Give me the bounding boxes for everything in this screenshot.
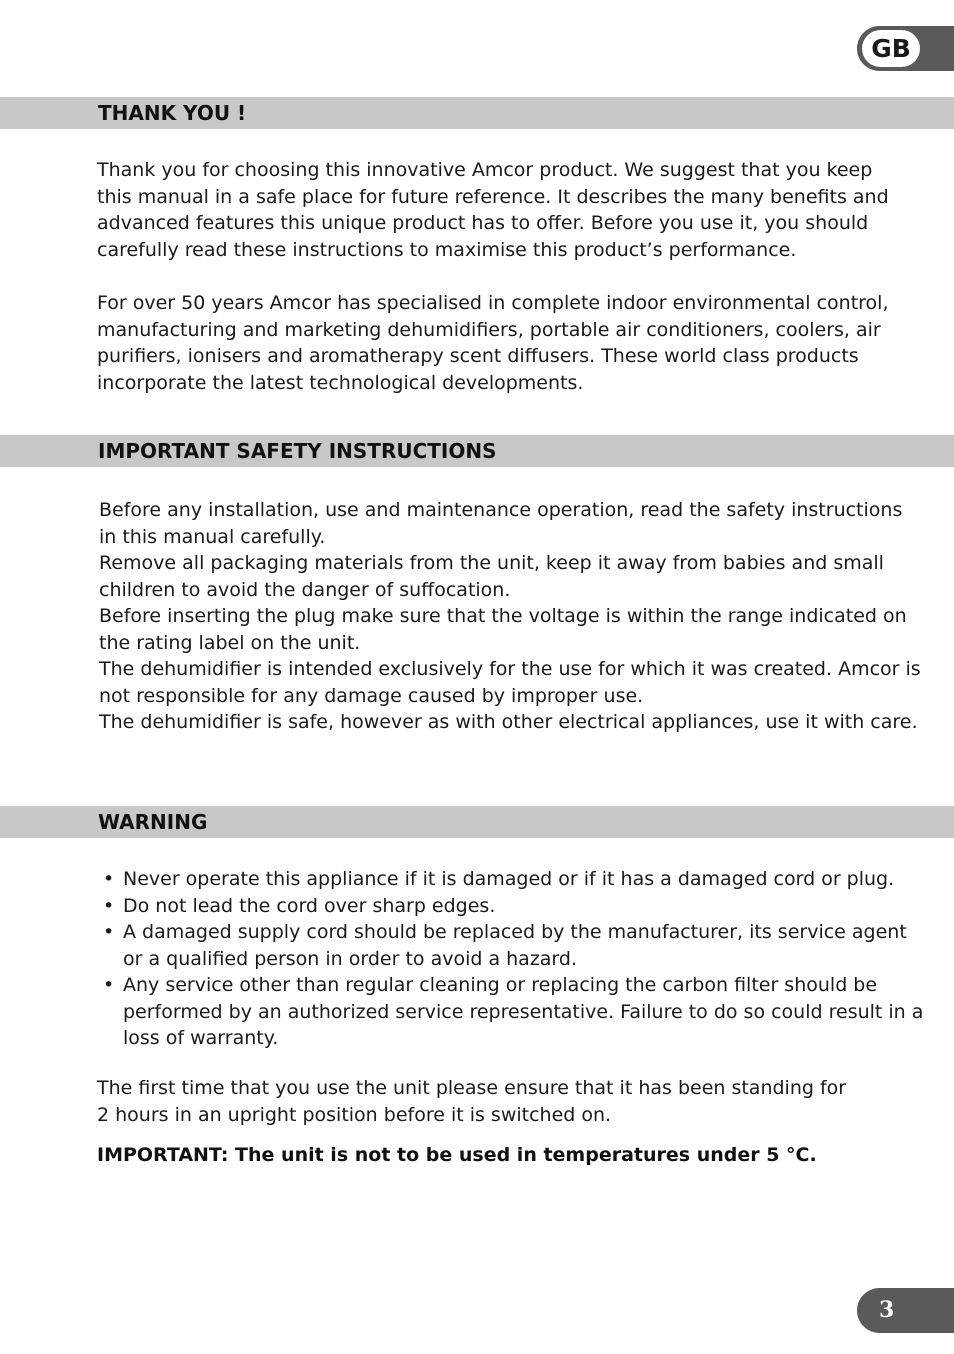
- text-line: A damaged supply cord should be replaced by the manufacturer, its service agent: [123, 921, 907, 943]
- text-line: manufacturing and marketing dehumidifiers, portable air conditioners, coolers, air: [97, 318, 881, 341]
- section-header-thank-you: [0, 97, 954, 129]
- section-title-warning: WARNING: [98, 810, 208, 834]
- bullet-icon: •: [103, 868, 115, 890]
- text-line: Before inserting the plug make sure that the voltage is within the range indicated on: [99, 605, 907, 627]
- text-line: For over 50 years Amcor has specialised in complete indoor environmental control,: [97, 292, 889, 314]
- text-line: loss of warranty.: [123, 1027, 279, 1049]
- text-line: carefully read these instructions to maximise this product’s performance.: [97, 238, 797, 261]
- safety-instructions: [99, 497, 921, 736]
- list-item: [97, 893, 923, 920]
- section-header-safety: [0, 435, 954, 467]
- text-line: The first time that you use the unit please ensure that it has been standing for: [97, 1077, 847, 1099]
- text-line: advanced features this unique product has to offer. Before you use it, you should: [97, 212, 869, 234]
- thank-you-paragraph-1: [97, 157, 889, 263]
- language-tab: [857, 26, 954, 71]
- list-item: [97, 972, 923, 1052]
- standing-note: [97, 1075, 846, 1128]
- text-line: The dehumidifier is safe, however as with other electrical appliances, use it with care.: [99, 711, 918, 733]
- text-line: Before any installation, use and maintenance operation, read the safety instructions: [99, 499, 903, 521]
- text-line: Any service other than regular cleaning or replacing the carbon filter should be: [123, 974, 878, 996]
- bullet-icon: •: [103, 894, 115, 917]
- list-item: [97, 866, 923, 893]
- page-number-tab: [857, 1288, 954, 1333]
- bullet-icon: •: [103, 921, 115, 943]
- section-title-safety: IMPORTANT SAFETY INSTRUCTIONS: [98, 439, 497, 463]
- text-line: children to avoid the danger of suffocation.: [99, 578, 511, 601]
- text-line: in this manual carefully.: [99, 525, 326, 548]
- bullet-icon: •: [103, 974, 115, 996]
- list-item: [97, 919, 923, 972]
- text-line: purifiers, ionisers and aromatherapy scent diffusers. These world class products: [97, 345, 859, 367]
- warning-list: [97, 866, 923, 1052]
- text-line: Thank you for choosing this innovative Amcor product. We suggest that you keep: [97, 159, 873, 181]
- text-line: not responsible for any damage caused by improper use.: [99, 684, 644, 707]
- text-line: the rating label on the unit.: [99, 631, 361, 654]
- text-line: Never operate this appliance if it is damaged or if it has a damaged cord or plug.: [123, 868, 895, 890]
- text-line: 2 hours in an upright position before it is switched on.: [97, 1103, 612, 1126]
- text-line: performed by an authorized service representative. Failure to do so could result in a: [123, 1000, 924, 1023]
- page-number: 3: [879, 1297, 895, 1323]
- text-line: this manual in a safe place for future reference. It describes the many benefits and: [97, 185, 889, 208]
- section-title-thank-you: THANK YOU !: [98, 101, 247, 125]
- text-line: Do not lead the cord over sharp edges.: [123, 894, 496, 917]
- text-line: Remove all packaging materials from the unit, keep it away from babies and small: [99, 552, 884, 574]
- text-line: or a qualified person in order to avoid a hazard.: [123, 947, 578, 970]
- text-line: The dehumidifier is intended exclusively for the use for which it was created. Amcor is: [99, 658, 921, 680]
- text-line: incorporate the latest technological developments.: [97, 371, 584, 394]
- section-header-warning: [0, 806, 954, 838]
- language-label: GB: [862, 30, 920, 67]
- important-temperature-note: IMPORTANT: The unit is not to be used in temperatures under 5 °C.: [97, 1144, 817, 1166]
- thank-you-paragraph-2: [97, 290, 889, 396]
